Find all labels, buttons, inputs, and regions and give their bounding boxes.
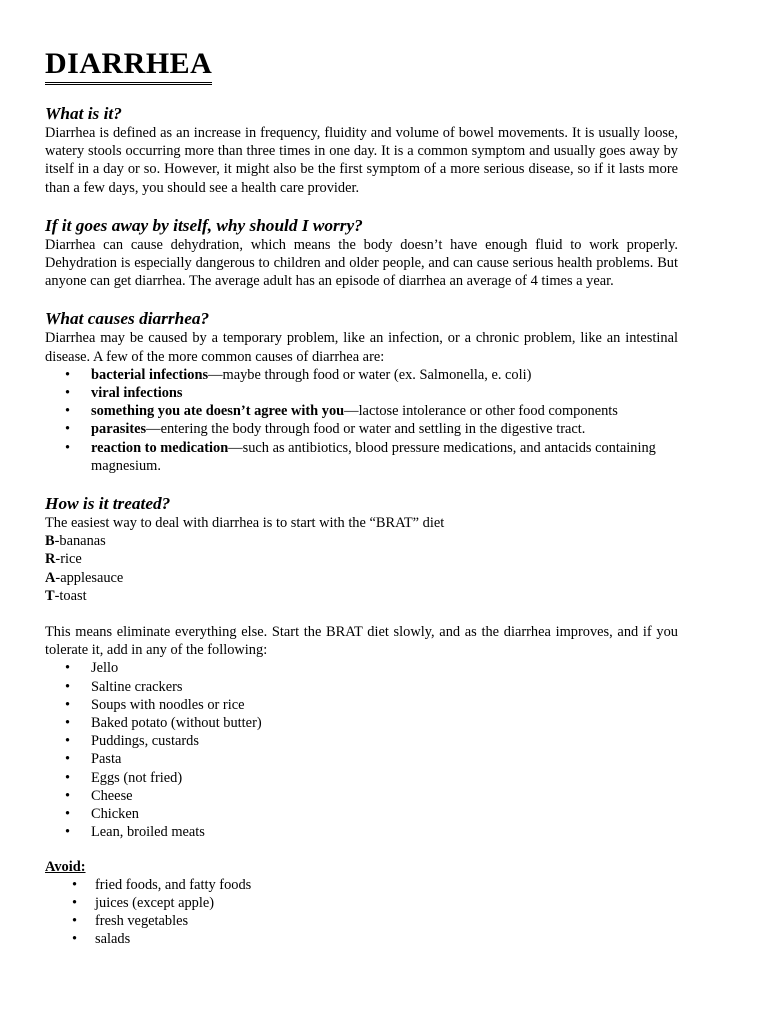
bullet-icon: •	[65, 696, 71, 713]
section-heading: What causes diarrhea?	[45, 309, 210, 329]
food-item: Cheese	[91, 787, 133, 804]
bullet-icon: •	[65, 660, 71, 677]
list-item	[45, 384, 678, 402]
brat-food: -rice	[55, 551, 82, 568]
brat-item	[45, 569, 678, 587]
brat-food: -applesauce	[55, 569, 124, 586]
bullet-icon: •	[65, 806, 71, 823]
bullet-icon: •	[65, 715, 71, 732]
bullet-icon: •	[65, 421, 71, 438]
list-item	[45, 439, 678, 475]
section-avoid	[45, 858, 678, 949]
list-item	[45, 750, 678, 768]
brat-item	[45, 532, 678, 550]
bullet-icon: •	[65, 751, 71, 768]
section-heading: What is it?	[45, 104, 122, 123]
list-item	[45, 659, 678, 677]
bullet-icon: •	[65, 385, 71, 402]
list-item	[45, 930, 678, 948]
food-item: Saltine crackers	[91, 678, 183, 695]
spacer	[45, 605, 678, 623]
brat-food: -toast	[54, 587, 87, 604]
cause-term: parasites	[91, 421, 147, 438]
list-item	[45, 366, 678, 384]
list-item	[45, 823, 678, 841]
section-body: The easiest way to deal with diarrhea is to start with the “BRAT” diet	[45, 515, 445, 532]
avoid-item: fresh vegetables	[95, 913, 189, 930]
cause-term: viral infections	[91, 385, 183, 402]
food-item: Jello	[91, 660, 119, 677]
list-item	[45, 894, 678, 912]
section-heading: How is it treated?	[45, 494, 171, 514]
cause-term: reaction to medication	[91, 439, 229, 456]
section-why-worry	[45, 215, 678, 291]
brat-item	[45, 587, 678, 605]
list-item	[45, 714, 678, 732]
bullet-icon: •	[65, 769, 71, 786]
brat-letter: R	[45, 551, 56, 568]
section-what-is-it	[45, 103, 678, 197]
list-item	[45, 912, 678, 930]
foods-list	[45, 659, 678, 841]
section-causes	[45, 308, 678, 475]
list-item	[45, 769, 678, 787]
bullet-icon: •	[72, 894, 78, 911]
section-body: Diarrhea can cause dehydration, which means the body doesn’t have enough fluid to work properly. Dehydration is especially dangerous to children and older people, and can cause serious health problems. But anyone can get diarrhea. The average adult has an episode of diarrhea an average of 4 times a year.	[45, 236, 678, 290]
list-item	[45, 678, 678, 696]
cause-detail: —lactose intolerance or other food components	[344, 403, 618, 420]
list-item	[45, 696, 678, 714]
document-title: DIARRHEA	[45, 46, 212, 85]
list-item	[45, 876, 678, 894]
food-item: Puddings, custards	[91, 733, 199, 750]
bullet-icon: •	[65, 439, 71, 456]
section-body: This means eliminate everything else. Start the BRAT diet slowly, and as the diarrhea improves, and if you tolerate it, add in any of the following:	[45, 624, 678, 659]
cause-term: something you ate doesn’t agree with you	[91, 403, 345, 420]
cause-term: bacterial infections	[91, 366, 209, 383]
bullet-icon: •	[72, 913, 78, 930]
brat-item	[45, 550, 678, 568]
bullet-icon: •	[65, 678, 71, 695]
section-body: Diarrhea may be caused by a temporary problem, like an infection, or a chronic problem, like an intestinal disease. A few of the more common causes of diarrhea are:	[45, 330, 678, 365]
bullet-icon: •	[65, 733, 71, 750]
food-item: Pasta	[91, 751, 122, 768]
bullet-icon: •	[65, 403, 71, 420]
list-item	[45, 787, 678, 805]
section-heading: If it goes away by itself, why should I worry?	[45, 215, 363, 235]
avoid-item: salads	[95, 931, 131, 948]
food-item: Lean, broiled meats	[91, 824, 205, 841]
cause-detail: —maybe through food or water (ex. Salmonella, e. coli)	[208, 366, 532, 383]
bullet-icon: •	[72, 931, 78, 948]
bullet-icon: •	[72, 876, 78, 893]
food-item: Chicken	[91, 806, 139, 823]
avoid-item: juices (except apple)	[95, 894, 215, 911]
brat-letter: A	[45, 569, 56, 586]
brat-diet-list	[45, 532, 678, 605]
food-item: Eggs (not fried)	[91, 769, 183, 786]
section-treatment	[45, 493, 678, 841]
section-body: Diarrhea is defined as an increase in frequency, fluidity and volume of bowel movements. It is usually loose, watery stools occurring more than three times in one day. It is a common symptom and usually goes away by itself in a day or so. However, it might also be the first symptom of a more serious disease, so if it lasts more than a few days, you should see a health care provider.	[45, 125, 678, 196]
causes-list	[45, 366, 678, 475]
avoid-list	[45, 876, 678, 949]
list-item	[45, 402, 678, 420]
food-item: Baked potato (without butter)	[91, 715, 262, 732]
list-item	[45, 805, 678, 823]
cause-detail: —entering the body through food or water and settling in the digestive tract.	[146, 421, 586, 438]
brat-letter: B	[45, 533, 55, 550]
avoid-item: fried foods, and fatty foods	[95, 876, 252, 893]
bullet-icon: •	[65, 787, 71, 804]
bullet-icon: •	[65, 824, 71, 841]
list-item	[45, 732, 678, 750]
cause-detail: —such as antibiotics, blood pressure medications, and antacids containing magnesium.	[91, 439, 656, 474]
brat-food: -bananas	[54, 533, 106, 550]
bullet-icon: •	[65, 366, 71, 383]
brat-letter: T	[45, 587, 55, 604]
food-item: Soups with noodles or rice	[91, 696, 245, 713]
list-item	[45, 420, 678, 438]
avoid-heading: Avoid:	[45, 858, 86, 875]
